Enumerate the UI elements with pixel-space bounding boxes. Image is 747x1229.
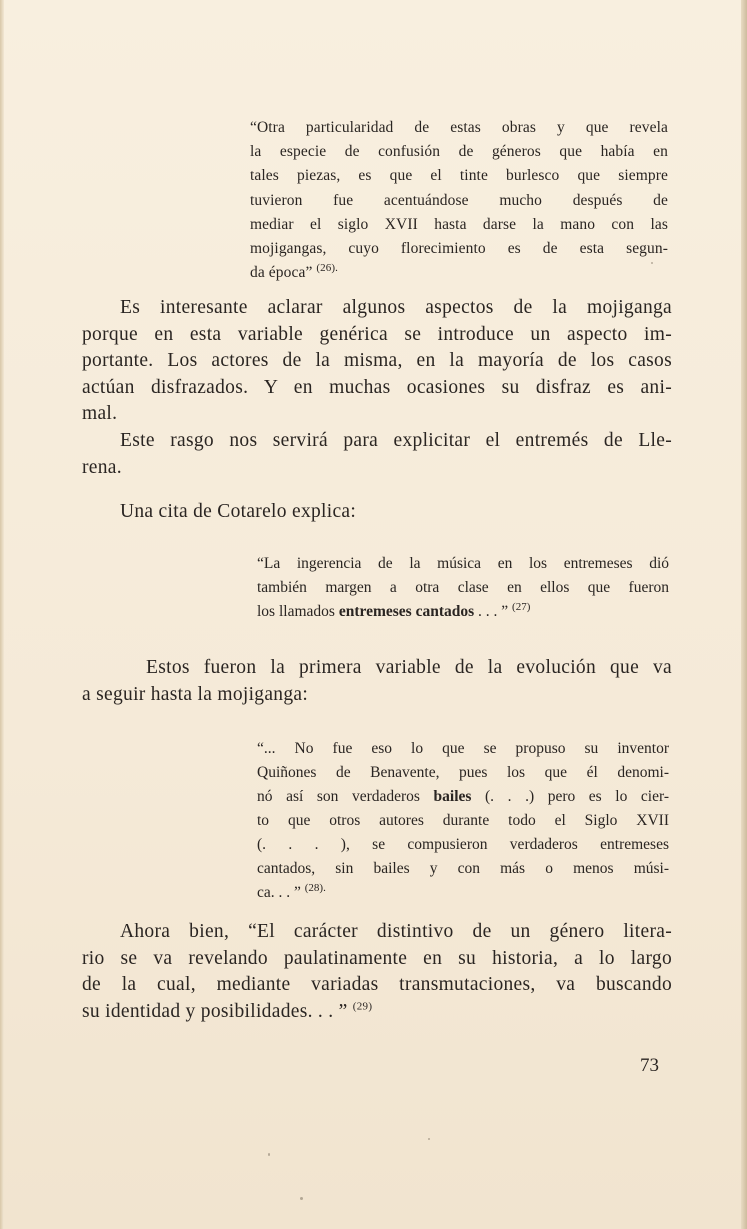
quote-line-text: da época” [250, 264, 313, 282]
paragraph-caracter-distintivo [82, 919, 672, 1025]
quote-line: “... No fue eso lo que se propuso su inventor [257, 740, 669, 757]
paragraph-cotarelo-intro [120, 499, 680, 526]
quote-line: tales piezas, es que el tinte burlesco que siempre [250, 167, 668, 185]
quote-line: Quiñones de Benavente, pues los que él denomi- [257, 764, 669, 781]
paragraph-line: actúan disfrazados. Y en muchas ocasiones su disfraz es ani- [82, 376, 672, 398]
paragraph-line-text: su identidad y posibilidades. . . ” [82, 1000, 348, 1022]
paragraph-line: de la cual, mediante variadas transmutaciones, va buscando [82, 974, 672, 995]
paragraph-line: Ahora bien, “El carácter distintivo de un género litera- [120, 921, 672, 942]
quote-line-text: ca. . . ” [257, 884, 301, 901]
paper-speck [300, 1197, 303, 1200]
paragraph-llerena [82, 428, 672, 481]
paragraph-line: rio se va revelando paulatinamente en su historia, a lo largo [82, 947, 672, 969]
paragraph-line: porque en esta variable genérica se introduce un aspecto im- [82, 323, 672, 345]
quote-line: la especie de confusión de géneros que había en [250, 143, 668, 161]
quote-line: “La ingerencia de la música en los entremeses dió [257, 555, 669, 572]
page-number: 73 [640, 1055, 659, 1076]
block-quote-otra-particularidad [250, 116, 668, 285]
footnote-ref-28: (28). [304, 881, 326, 894]
paragraph-line: Este rasgo nos servirá para explicitar el entremés de Lle- [120, 430, 672, 451]
quote-line: tuvieron fue acentuándose mucho después de [250, 191, 668, 209]
quote-line-text: nó así son verdaderos [257, 788, 434, 805]
paragraph-line: Es interesante aclarar algunos aspectos de la mojiganga [120, 297, 672, 318]
quote-last-line [257, 881, 669, 905]
quote-line: también margen a otra clase en ellos que fueron [257, 579, 669, 597]
paragraph-line: portante. Los actores de la misma, en la mayoría de los casos [82, 350, 672, 371]
quote-line-text: los llamados [257, 603, 339, 621]
paper-speck [268, 1153, 270, 1156]
paragraph-line: a seguir hasta la mojiganga: [82, 683, 309, 705]
quote-line-text: (. . .) pero es lo cier- [471, 788, 669, 805]
page-right-edge [741, 0, 747, 1229]
page-left-edge [0, 0, 4, 1229]
quote-line: mojigangas, cuyo florecimiento es de esta segun- [250, 240, 668, 258]
paragraph-line: Estos fueron la primera variable de la evolución que va [146, 657, 672, 678]
bold-term-bailes: bailes [433, 788, 472, 805]
paragraph-mojiganga-aspects [82, 295, 672, 428]
quote-last-line [250, 261, 668, 285]
quote-last-line [257, 600, 669, 624]
footnote-ref-27: (27) [512, 601, 531, 614]
paragraph-line: Una cita de Cotarelo explica: [120, 501, 357, 522]
paper-speck [428, 1138, 430, 1140]
quote-line [257, 785, 669, 809]
quote-line: “Otra particularidad de estas obras y que revela [250, 119, 668, 136]
footnote-ref-26: (26). [316, 262, 338, 275]
block-quote-quinones [257, 737, 669, 905]
quote-line: (. . . ), se compusieron verdaderos entremeses [257, 836, 669, 853]
quote-line: to que otros autores durante todo el Siglo XVII [257, 812, 669, 829]
paper-speck [651, 262, 653, 264]
quote-line: mediar el siglo XVII hasta darse la mano con las [250, 215, 668, 233]
paragraph-primera-variable [82, 655, 672, 708]
quote-line: cantados, sin bailes y con más o menos músi- [257, 860, 669, 877]
block-quote-ingerencia [257, 552, 669, 625]
paragraph-last-line [82, 999, 672, 1026]
footnote-ref-29: (29) [352, 1000, 373, 1012]
paragraph-line: rena. [82, 456, 122, 478]
paragraph-line: mal. [82, 403, 118, 424]
bold-term-entremeses-cantados: entremeses cantados [338, 603, 475, 621]
quote-line-text: . . . ” [474, 603, 509, 621]
